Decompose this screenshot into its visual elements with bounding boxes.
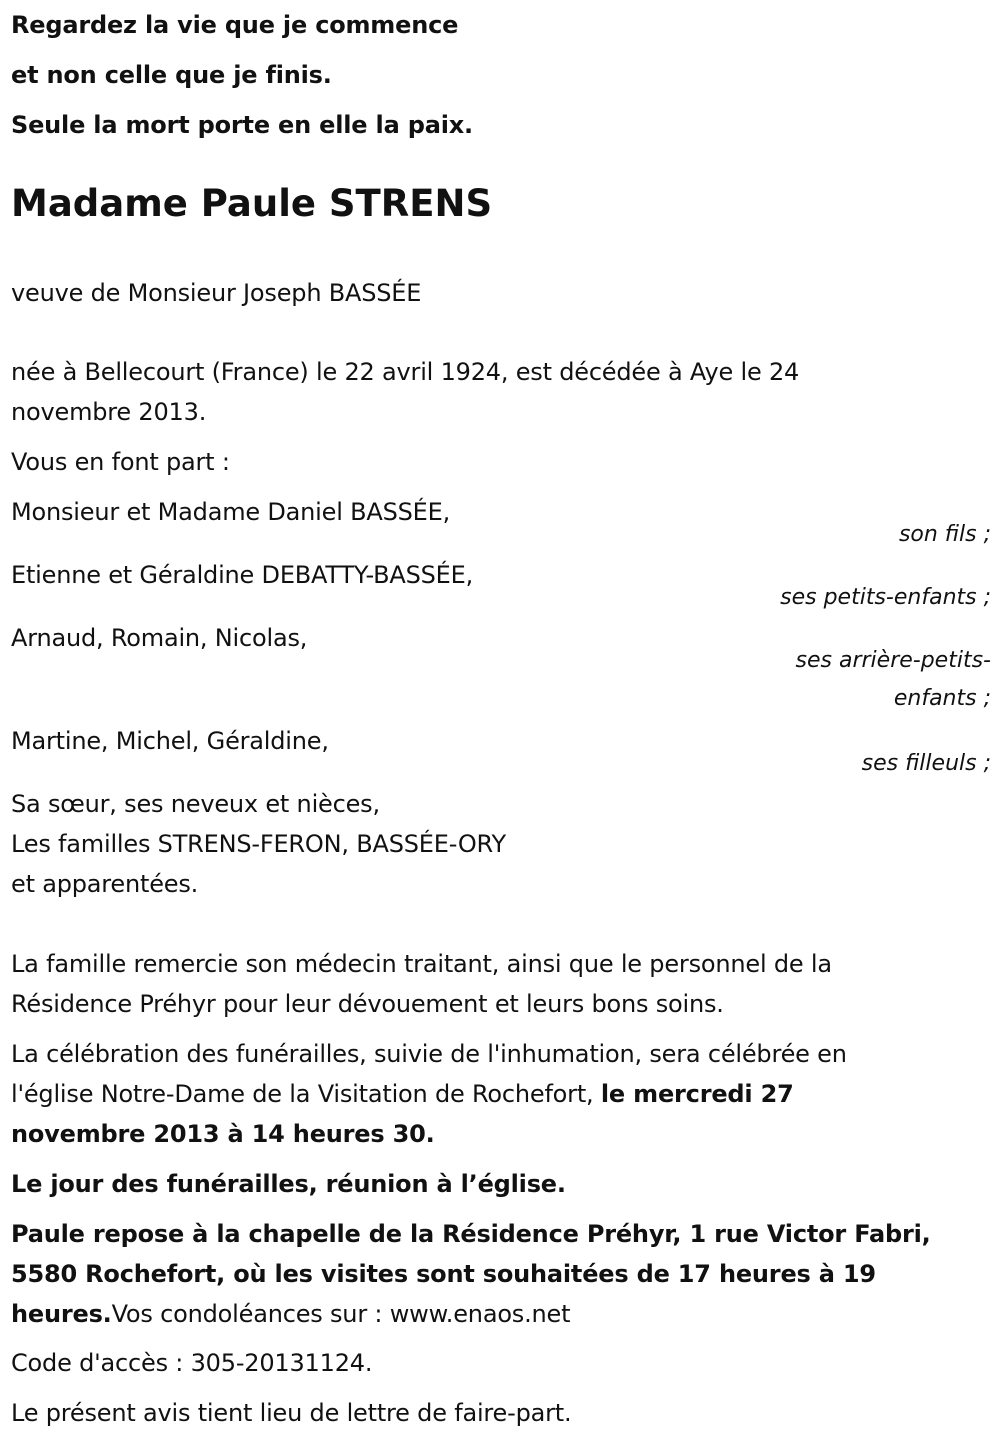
- ceremony-place: l'église Notre-Dame de la Visitation de Rochefort,: [11, 1080, 601, 1108]
- epitaph-line: Seule la mort porte en elle la paix.: [11, 111, 473, 139]
- epitaph-line: et non celle que je finis.: [11, 61, 332, 89]
- visit-line: 5580 Rochefort, où les visites sont souhaitées de 17 heures à 19: [11, 1260, 876, 1288]
- family-names: Arnaud, Romain, Nicolas,: [11, 624, 308, 652]
- meeting-info: Le jour des funérailles, réunion à l’église.: [11, 1170, 566, 1198]
- family-names: Monsieur et Madame Daniel BASSÉE,: [11, 498, 451, 526]
- access-code: Code d'accès : 305-20131124.: [11, 1349, 373, 1377]
- family-names: Martine, Michel, Géraldine,: [11, 727, 329, 755]
- deceased-name: Madame Paule STRENS: [11, 182, 493, 225]
- widow-of: veuve de Monsieur Joseph BASSÉE: [11, 279, 422, 307]
- birth-death-line: novembre 2013.: [11, 398, 207, 426]
- visit-line: Paule repose à la chapelle de la Résidence Préhyr, 1 rue Victor Fabri,: [11, 1220, 931, 1248]
- epitaph-line: Regardez la vie que je commence: [11, 11, 459, 39]
- ceremony-time: novembre 2013 à 14 heures 30.: [11, 1120, 435, 1148]
- family-relation: ses petits-enfants ;: [780, 585, 991, 610]
- visit-hours-end: heures.: [11, 1300, 112, 1328]
- thanks-line: Résidence Préhyr pour leur dévouement et leurs bons soins.: [11, 990, 724, 1018]
- thanks-line: La famille remercie son médecin traitant, ainsi que le personnel de la: [11, 950, 832, 978]
- family-relation: son fils ;: [898, 522, 991, 547]
- visit-line: [11, 1294, 570, 1334]
- birth-death-line: née à Bellecourt (France) le 22 avril 1924, est décédée à Aye le 24: [11, 358, 800, 386]
- ceremony-date: le mercredi 27: [600, 1080, 794, 1108]
- family-names: Etienne et Géraldine DEBATTY-BASSÉE,: [11, 561, 474, 589]
- other-relatives-line: Les familles STRENS-FERON, BASSÉE-ORY: [11, 830, 506, 858]
- other-relatives-line: Sa sœur, ses neveux et nièces,: [11, 790, 380, 818]
- announcement: Vous en font part :: [11, 448, 230, 476]
- condolences-info: Vos condoléances sur : www.enaos.net: [111, 1300, 571, 1328]
- family-relation: ses arrière-petits-enfants ;: [795, 648, 991, 711]
- ceremony-line: [11, 1074, 794, 1114]
- family-relation: ses filleuls ;: [861, 751, 991, 776]
- ceremony-line: La célébration des funérailles, suivie de l'inhumation, sera célébrée en: [11, 1040, 847, 1068]
- notice-text: Le présent avis tient lieu de lettre de faire-part.: [11, 1399, 572, 1427]
- other-relatives-line: et apparentées.: [11, 870, 199, 898]
